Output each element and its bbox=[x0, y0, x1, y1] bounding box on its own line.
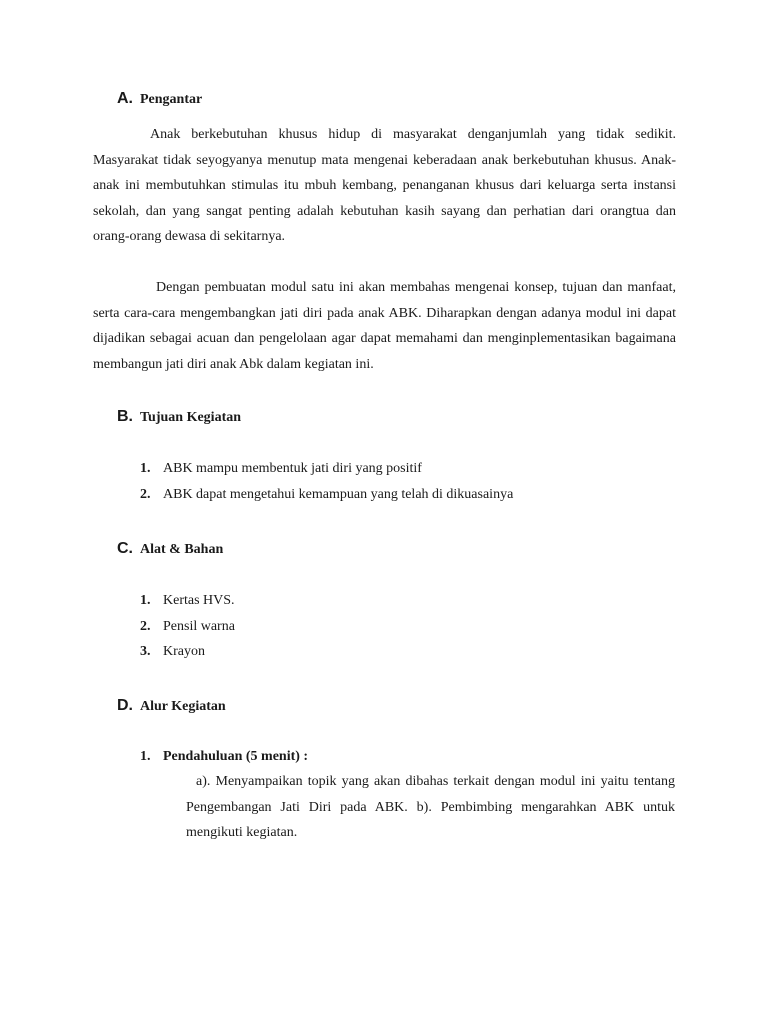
list-item bbox=[140, 456, 513, 482]
section-a-paragraph-2: Dengan pembuatan modul satu ini akan membahas mengenai konsep, tujuan dan manfaat, serta cara-cara mengembangkan jati diri pada anak ABK. Diharapkan dengan adanya modul ini dapat dijadikan sebagai acuan dan pengelolaan agar dapat memahami dan menginplementasikan bagaimana membangun jati diri anak Abk dalam kegiatan ini. bbox=[93, 280, 676, 372]
list-item-text: Kertas HVS. bbox=[163, 593, 235, 608]
list-item bbox=[140, 588, 235, 614]
section-b-list bbox=[140, 456, 513, 507]
section-a-letter: A. bbox=[117, 90, 133, 107]
list-item-number: 1. bbox=[140, 749, 151, 764]
list-item bbox=[140, 744, 308, 770]
section-b-heading bbox=[117, 408, 241, 428]
list-item-number: 1. bbox=[140, 593, 151, 608]
list-item bbox=[140, 482, 513, 508]
section-a-title: Pengantar bbox=[140, 92, 203, 107]
list-item-text: Krayon bbox=[163, 644, 205, 659]
list-item-text: ABK dapat mengetahui kemampuan yang telah di dikuasainya bbox=[163, 486, 514, 502]
section-d-item-1-description: a). Menyampaikan topik yang akan dibahas terkait dengan modul ini yaitu tentang Pengembangan Jati Diri pada ABK. b). Pembimbing mengarahkan ABK untuk mengikuti kegiatan. bbox=[186, 774, 675, 840]
section-c-list bbox=[140, 588, 235, 665]
section-d-heading bbox=[117, 697, 226, 717]
section-c-heading bbox=[117, 540, 223, 560]
section-a-paragraph-1: Anak berkebutuhan khusus hidup di masyarakat denganjumlah yang tidak sedikit. Masyarakat tidak seyogyanya menutup mata mengenai keberadaan anak berkebutuhan khusus. Anak-anak ini membutuhkan stimulas itu mbuh kembang, penanganan khusus dari keluarga serta instansi sekolah, dan yang sangat penting adalah kebutuhan kasih sayang dan perhatian dari orangtua dan orang-orang dewasa di sekitarnya. bbox=[93, 127, 676, 244]
list-item-number: 3. bbox=[140, 644, 151, 659]
section-c-letter: C. bbox=[117, 540, 133, 557]
list-item-title: Pendahuluan (5 menit) : bbox=[163, 749, 309, 764]
list-item bbox=[140, 639, 235, 665]
list-item-text: Pensil warna bbox=[163, 618, 235, 634]
section-d-letter: D. bbox=[117, 697, 133, 714]
section-b-letter: B. bbox=[117, 408, 133, 425]
section-d-title: Alur Kegiatan bbox=[140, 699, 226, 714]
list-item-number: 1. bbox=[140, 461, 151, 476]
list-item-number: 2. bbox=[140, 618, 151, 634]
section-b-title: Tujuan Kegiatan bbox=[140, 410, 242, 425]
list-item-number: 2. bbox=[140, 486, 151, 502]
section-d-list bbox=[140, 744, 308, 770]
section-c-title: Alat & Bahan bbox=[140, 542, 224, 557]
list-item bbox=[140, 614, 235, 640]
list-item-text: ABK mampu membentuk jati diri yang positif bbox=[163, 461, 422, 476]
section-a-heading bbox=[117, 90, 202, 110]
